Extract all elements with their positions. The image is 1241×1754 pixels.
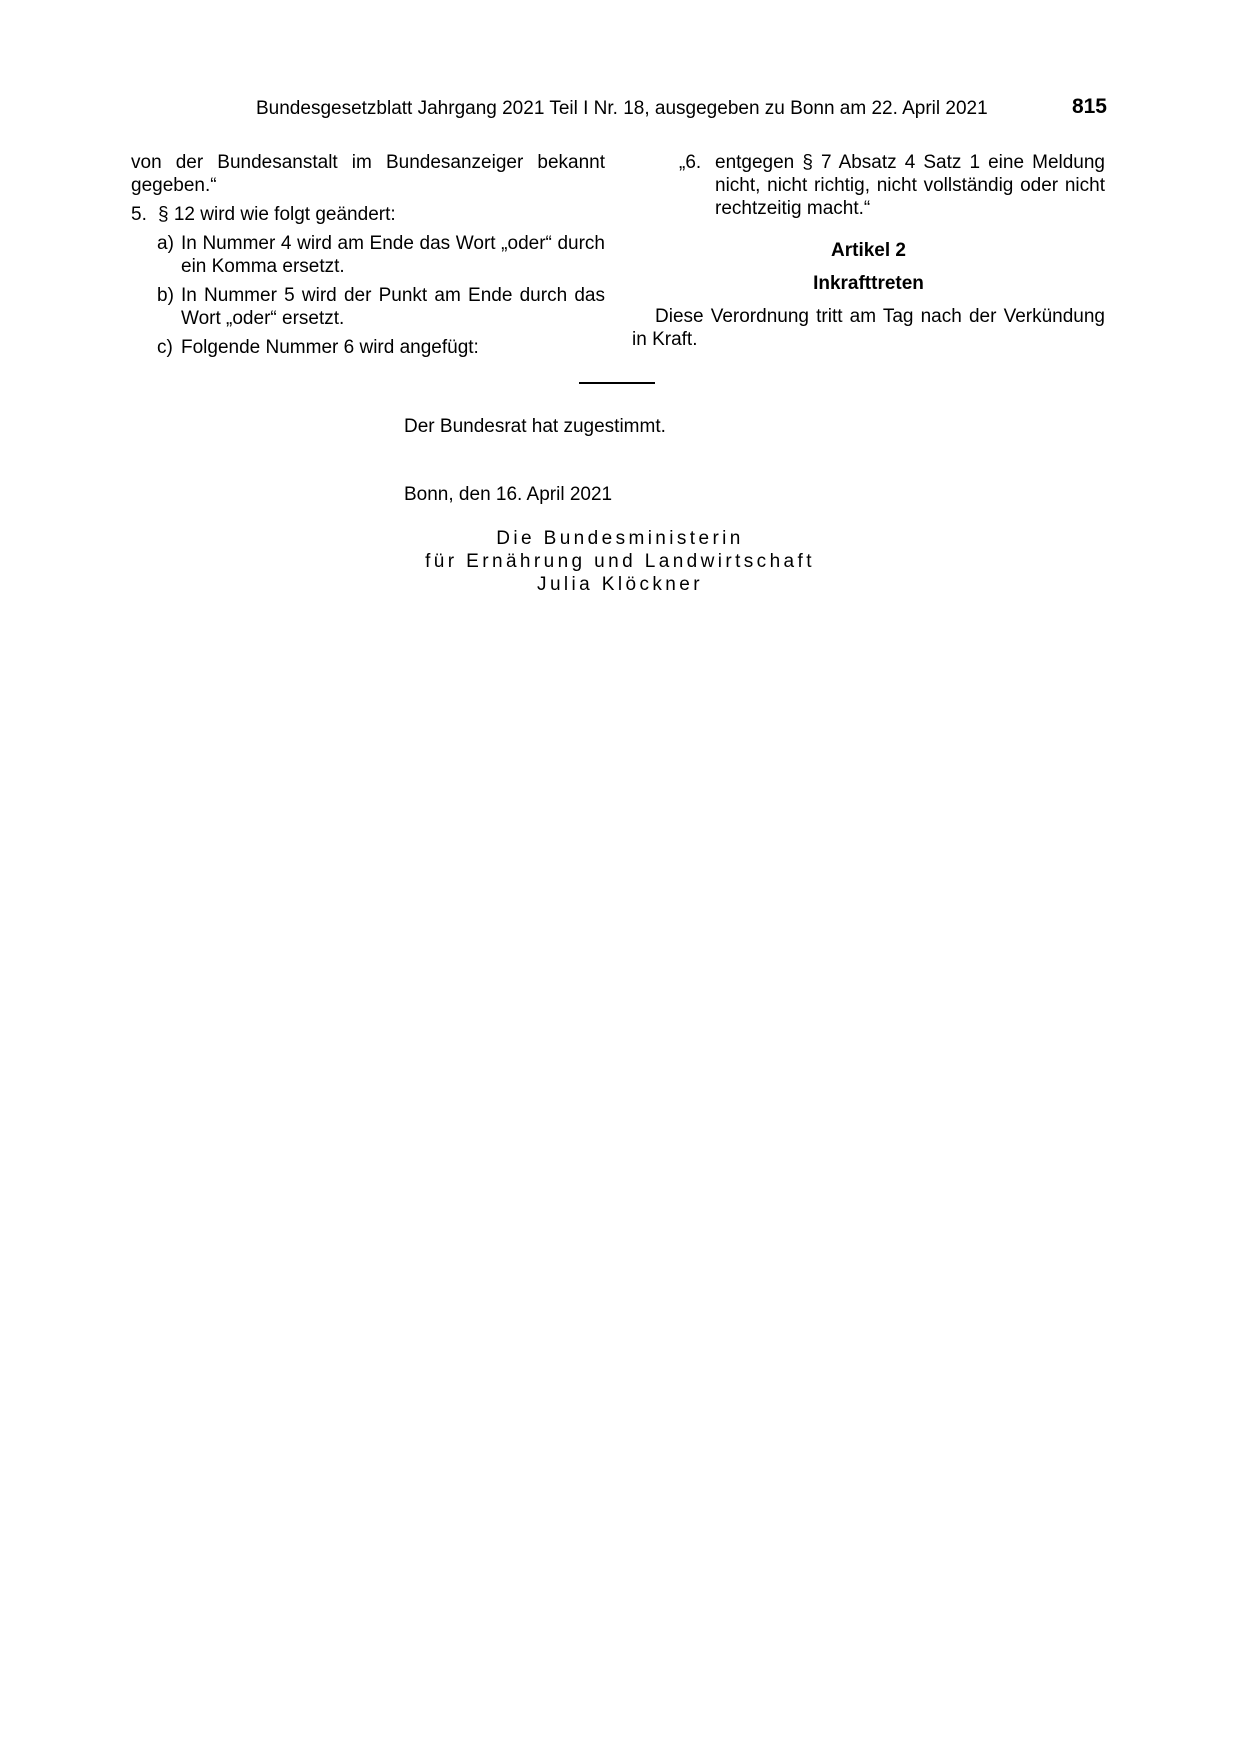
publication-title: Bundesgesetzblatt Jahrgang 2021 Teil I Nr. 18, ausgegeben zu Bonn am 22. April 2021 — [256, 98, 988, 119]
list-item-5 — [131, 203, 605, 226]
subitem-c — [131, 336, 605, 359]
signature-ministry: für Ernährung und Landwirtschaft — [425, 551, 815, 572]
list-item-text: § 12 wird wie folgt geändert: — [158, 204, 396, 225]
left-column — [131, 151, 605, 359]
page-number: 815 — [1071, 95, 1107, 118]
subitem-a — [131, 232, 605, 278]
article-text: Diese Verordnung tritt am Tag nach der Verkündung in Kraft. — [632, 306, 1105, 350]
subitem-b — [131, 284, 605, 330]
subitem-text: In Nummer 4 wird am Ende das Wort „oder“ durch ein Komma ersetzt. — [181, 233, 605, 277]
page-header — [0, 95, 1241, 124]
article-heading: Artikel 2 — [831, 240, 906, 261]
subitem-text: Folgende Nummer 6 wird angefügt: — [181, 337, 479, 358]
list-marker: 5. — [131, 204, 147, 225]
signature-name: Julia Klöckner — [537, 574, 703, 595]
article-title: Inkrafttreten — [813, 273, 924, 294]
signature-office: Die Bundesministerin — [496, 528, 744, 549]
right-column — [632, 151, 1105, 351]
list-item-text: entgegen § 7 Absatz 4 Satz 1 eine Meldung nicht, nicht richtig, nicht vollständig oder nicht rechtzeitig macht.“ — [715, 152, 1105, 219]
quoted-list-item-6 — [632, 151, 1105, 220]
list-marker: „6. — [679, 152, 702, 173]
approval-note: Der Bundesrat hat zugestimmt. — [404, 416, 666, 437]
subitem-text: In Nummer 5 wird der Punkt am Ende durch das Wort „oder“ ersetzt. — [181, 285, 605, 329]
subitem-marker: a) — [157, 233, 174, 254]
section-divider — [579, 382, 655, 384]
subitem-marker: c) — [157, 337, 173, 358]
place-date: Bonn, den 16. April 2021 — [404, 484, 613, 505]
signature-block — [380, 527, 860, 596]
subitem-marker: b) — [157, 285, 174, 306]
continuation-text: von der Bundesanstalt im Bundesanzeiger bekannt gegeben.“ — [131, 152, 605, 196]
